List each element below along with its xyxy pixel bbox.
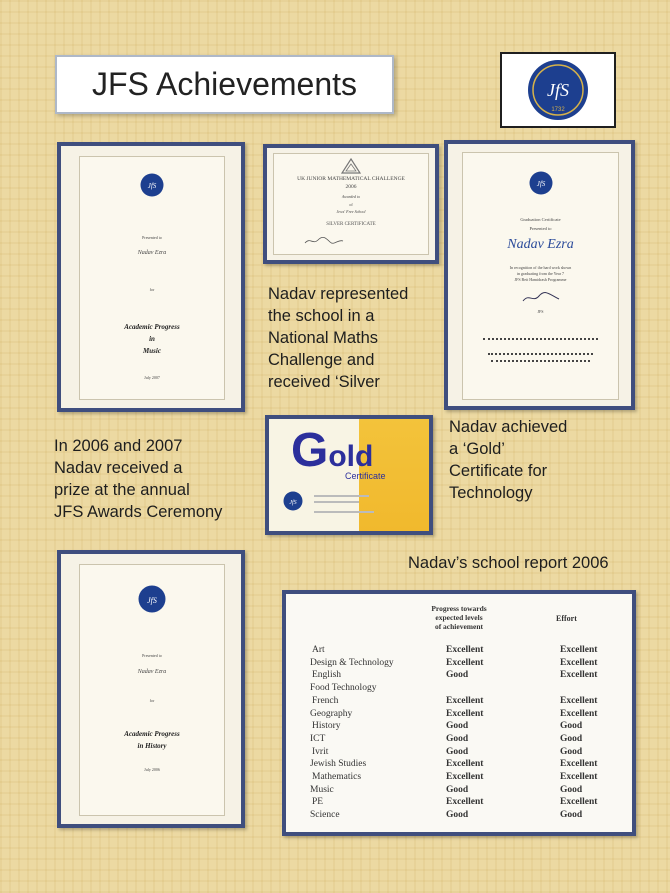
hebrew-line-3	[491, 360, 590, 365]
report-effort: Excellent	[560, 797, 598, 808]
report-subject: Art	[312, 645, 325, 655]
triangle-logo-icon	[341, 158, 361, 174]
certificate-maths	[273, 153, 429, 255]
report-effort: Excellent	[560, 670, 598, 681]
caption-line: a ‘Gold’	[449, 440, 505, 458]
caption-line: the school in a	[268, 307, 375, 325]
report-progress-header	[404, 604, 514, 631]
report-subject: History	[312, 721, 341, 732]
report-effort: Good	[560, 733, 583, 744]
text-line	[314, 501, 359, 503]
certificate-history-frame	[57, 550, 245, 828]
report-progress: Excellent	[446, 657, 484, 668]
graduation-heading: Graduation Certificate	[520, 217, 561, 222]
table-row	[286, 747, 632, 760]
report-effort: Good	[560, 746, 583, 757]
signature-icon	[521, 291, 561, 305]
report-progress: Good	[446, 810, 469, 821]
certificate-graduation	[462, 152, 619, 400]
header-line: Progress towards	[431, 604, 487, 613]
report-subject: Jewish Studies	[310, 759, 367, 770]
report-progress: Excellent	[446, 708, 484, 719]
award-date: July 2007	[144, 375, 160, 380]
report-subject: Geography	[310, 708, 353, 719]
table-row	[286, 785, 632, 798]
award-type: SILVER CERTIFICATE	[326, 222, 376, 227]
caption-line: Nadav represented	[268, 285, 409, 303]
graduation-body-2: in graduating from the Year 7	[516, 271, 565, 276]
caption-line: prize at the annual	[54, 481, 190, 499]
award-line-2: in History	[137, 742, 167, 750]
report-effort-header: Effort	[556, 614, 577, 623]
report-progress: Excellent	[446, 645, 484, 655]
report-effort: Excellent	[560, 772, 598, 782]
text-line	[314, 511, 374, 513]
report-subject: Science	[310, 810, 340, 821]
maths-year: 2006	[345, 184, 357, 190]
table-row	[286, 696, 632, 709]
award-date: July 2006	[144, 767, 160, 772]
table-row	[286, 772, 632, 785]
certificate-graduation-frame	[444, 140, 635, 410]
caption-line: Certificate for	[449, 462, 548, 480]
report-effort: Good	[560, 784, 583, 795]
recipient-name: Nadav Ezra	[507, 237, 574, 252]
report-subject: PE	[312, 797, 324, 808]
caption-report	[408, 552, 648, 574]
report-subject: Mathematics	[312, 772, 362, 782]
caption-line: Nadav received a	[54, 459, 183, 477]
jfs-seal-icon	[140, 173, 164, 197]
report-subject: Design & Technology	[310, 657, 394, 668]
report-progress: Excellent	[446, 772, 484, 782]
jfs-logo	[500, 52, 616, 128]
for-text: for	[149, 287, 155, 292]
report-effort: Good	[560, 810, 583, 821]
report-subject: ICT	[310, 733, 326, 744]
report-effort: Excellent	[560, 695, 598, 706]
report-progress: Good	[446, 733, 469, 744]
report-subject: Music	[310, 784, 334, 795]
report-progress: Excellent	[446, 695, 484, 706]
caption-line: In 2006 and 2007	[54, 437, 183, 455]
caption-awards	[54, 435, 254, 523]
svg-text:JfS: JfS	[147, 182, 157, 190]
presented-to-text: Presented to	[142, 653, 162, 658]
gold-cap: G	[291, 424, 329, 477]
graduation-body-1: In recognition of the hard work shown	[509, 265, 572, 270]
page-title-box	[55, 55, 394, 114]
award-line-1: Academic Progress	[124, 323, 180, 331]
table-row	[286, 734, 632, 747]
award-line-3: Music	[143, 347, 161, 355]
table-row	[286, 810, 632, 823]
caption-gold	[449, 416, 619, 504]
presented-to-text: Presented to	[142, 235, 162, 240]
hebrew-line-2	[488, 353, 593, 358]
caption-line: JFS Awards Ceremony	[54, 503, 223, 521]
report-subject: Ivrit	[312, 746, 329, 757]
text-line	[314, 495, 369, 497]
caption-line: National Maths	[268, 329, 379, 347]
certificate-maths-frame	[263, 144, 439, 264]
svg-text:JfS: JfS	[147, 596, 157, 605]
table-row	[286, 683, 632, 696]
jfs-seal-icon	[527, 59, 589, 121]
report-effort: Excellent	[560, 657, 598, 668]
table-row	[286, 645, 632, 658]
awarded-to-text: Awarded to	[341, 194, 361, 199]
gold-word	[291, 424, 374, 477]
recipient-name: Nadav Ezra	[137, 669, 167, 675]
caption-line: Nadav achieved	[449, 418, 568, 436]
jfs-seal-icon	[283, 491, 303, 511]
signer-text: JFS	[537, 309, 544, 314]
award-line-1: Academic Progress	[124, 730, 180, 738]
header-line: of achievement	[434, 622, 484, 631]
header-line: expected levels	[435, 613, 483, 622]
caption-maths	[268, 283, 438, 393]
presented-to-text: Presented to	[529, 226, 552, 231]
report-progress: Good	[446, 784, 469, 795]
logo-letters: JfS	[547, 80, 569, 100]
jfs-seal-icon	[529, 171, 553, 195]
caption-line: Technology	[449, 484, 533, 502]
table-row	[286, 721, 632, 734]
certificate-music-frame	[57, 142, 245, 412]
report-effort: Excellent	[560, 708, 598, 719]
certificate-history	[79, 564, 225, 816]
jfs-seal-icon	[138, 585, 166, 613]
certificate-music	[79, 156, 225, 400]
gold-sub: Certificate	[345, 471, 386, 481]
graduation-body-3: JFS Beit Hamidrash Programme	[514, 277, 567, 282]
table-row	[286, 709, 632, 722]
table-row	[286, 658, 632, 671]
report-subject: French	[312, 695, 339, 706]
table-row	[286, 759, 632, 772]
report-effort: Excellent	[560, 645, 598, 655]
caption-line: received ‘Silver	[268, 373, 380, 391]
caption-line: Challenge and	[268, 351, 375, 369]
report-progress: Good	[446, 746, 469, 757]
report-progress: Good	[446, 670, 469, 681]
hebrew-line-1	[483, 338, 598, 343]
maths-heading: UK JUNIOR MATHEMATICAL CHALLENGE	[297, 176, 405, 182]
recipient-name: Nadav Ezra	[137, 250, 167, 256]
report-progress: Good	[446, 721, 469, 732]
school-name: Jews' Free School	[336, 209, 366, 214]
table-row	[286, 670, 632, 683]
report-effort: Good	[560, 721, 583, 732]
caption-line: Nadav’s school report 2006	[408, 554, 609, 572]
logo-year: 1732	[551, 107, 565, 113]
svg-text:JfS: JfS	[289, 500, 297, 506]
for-text: for	[149, 698, 155, 703]
signature-icon	[304, 236, 344, 246]
svg-text:JfS: JfS	[536, 180, 545, 188]
of-text: of	[349, 202, 353, 207]
certificate-gold-frame	[265, 415, 433, 535]
school-report-frame	[282, 590, 636, 836]
table-row	[286, 797, 632, 810]
report-subject: English	[312, 670, 342, 681]
page-title: JFS Achievements	[92, 66, 357, 102]
award-line-2: in	[149, 335, 155, 343]
gold-rest: old	[328, 440, 374, 473]
report-subject: Food Technology	[310, 683, 377, 694]
report-effort: Excellent	[560, 759, 598, 770]
report-progress: Excellent	[446, 759, 484, 770]
report-progress: Excellent	[446, 797, 484, 808]
